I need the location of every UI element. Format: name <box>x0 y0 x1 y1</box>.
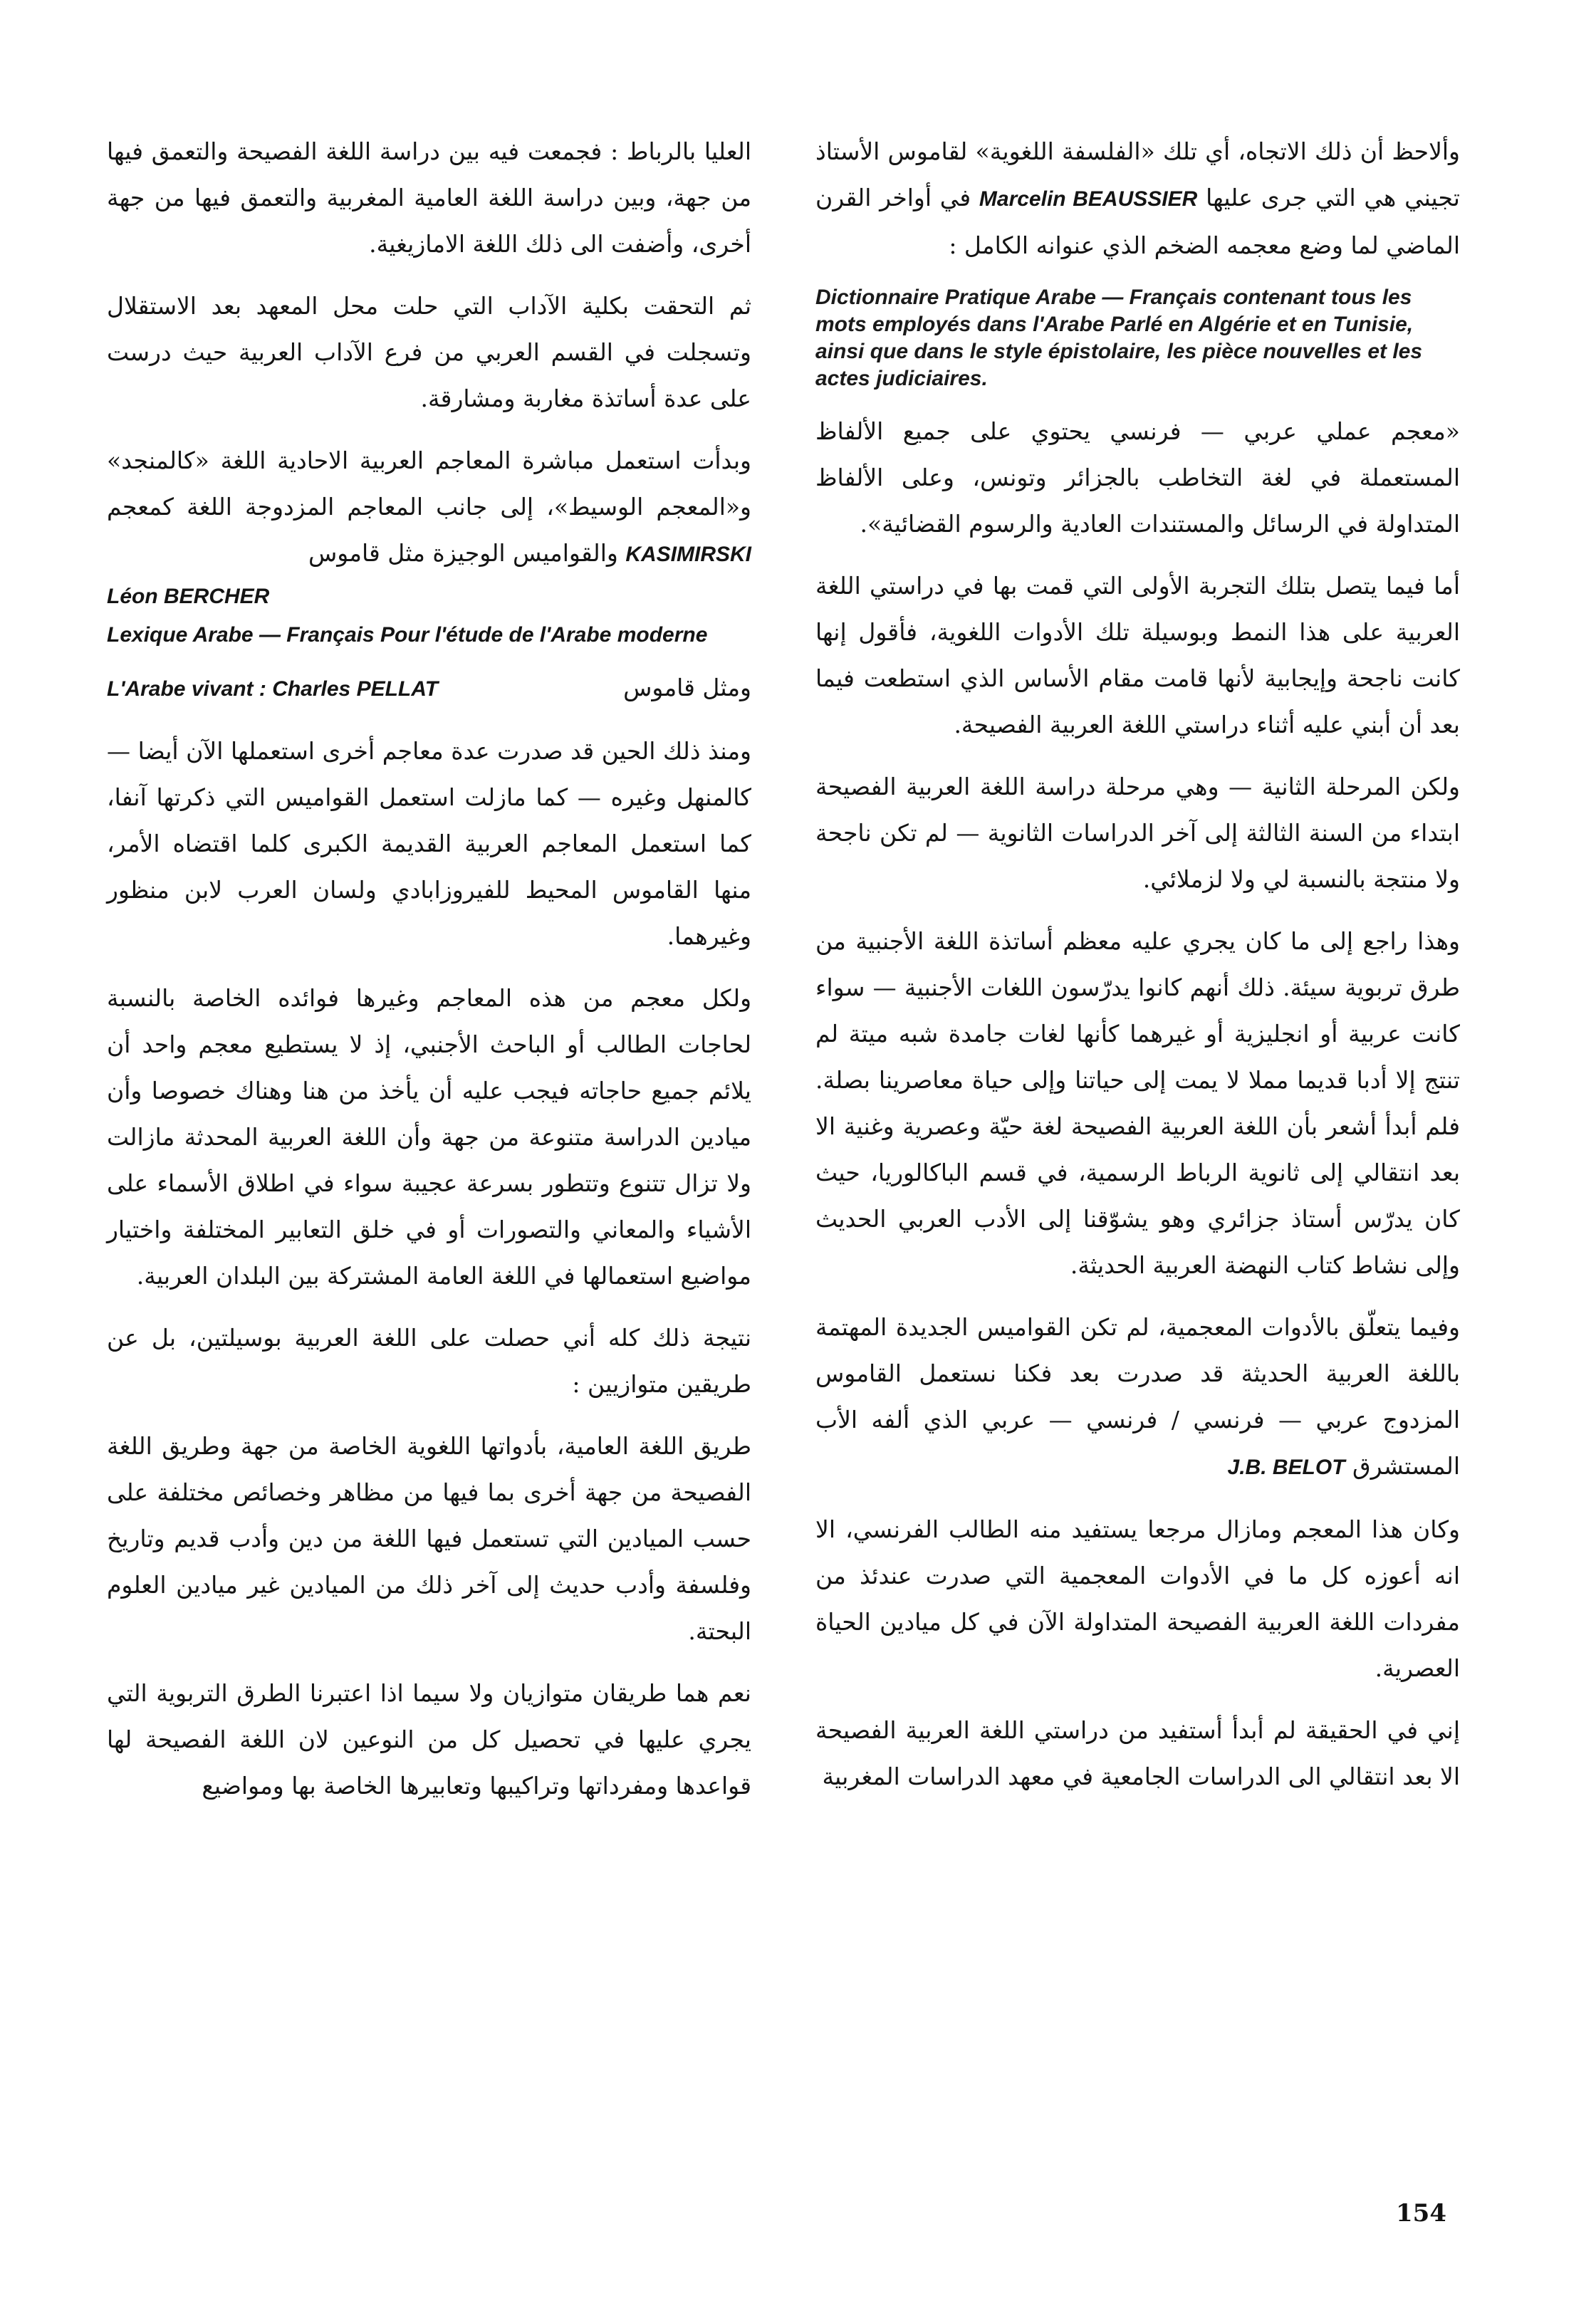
paragraph <box>107 437 751 578</box>
left-column <box>107 128 751 1824</box>
paragraph: أما فيما يتصل بتلك التجربة الأولى التي قمت بها في دراستي اللغة العربية على هذا النمط وبوسيلة تلك الأدوات اللغوية، فأقول إنها كانت ناجحة وإيجابية لأنها قامت مقام الأساس الذي استطعت فيما بعد أن أبني عليه أثناء دراستي اللغة العربية الفصيحة. <box>815 572 1460 738</box>
paragraph: ولكل معجم من هذه المعاجم وغيرها فوائده الخاصة بالنسبة لحاجات الطالب أو الباحث الأجنبي، إذ لا يستطيع معجم واحد أن يلائم جميع حاجاته فيجب عليه أن يأخذ من هنا وهناك خصوصا وأن ميادين الدراسة متنوعة من جهة وأن اللغة العربية المحدثة مازالت ولا تزال تتنوع وتتطور بسرعة عجيبة سواء في اطلاق الأسماء على الأشياء والمعاني والتصورات أو في خلق التعابير المختلفة واختيار مواضيع استعمالها في اللغة العامة المشتركة بين البلدان العربية. <box>107 984 751 1290</box>
page-number: 154 <box>1396 2199 1446 2228</box>
paragraph-text: وبدأت استعمل مباشرة المعاجم العربية الاحادية اللغة «كالمنجد» و«المعجم الوسيط»، إلى جانب المعاجم المزدوجة اللغة كمعجم <box>107 447 751 521</box>
paragraph: ثم التحقت بكلية الآداب التي حلت محل المعهد بعد الاستقلال وتسجلت في القسم العربي من فرع الآداب العربية حيث درست على عدة أساتذة مغاربة ومشارقة. <box>107 292 751 412</box>
paragraph: طريق اللغة العامية، بأدواتها اللغوية الخاصة من جهة وطريق اللغة الفصيحة من جهة أخرى بما فيها من مظاهر وخصائص مختلفة على حسب الميادين التي تستعمل فيها اللغة من دين وأدب قديم وتاريخ وفلسفة وأدب حديث إلى آخر ذلك من الميادين غير ميادين العلوم البحتة. <box>107 1432 751 1645</box>
pellat-title: L'Arabe vivant : Charles PELLAT <box>107 677 439 701</box>
french-dictionary-title: Dictionnaire Pratique Arabe — Français contenant tous les mots employés dans l'Arabe Parlé en Algérie et en Tunisie, ainsi que dans le style épistolaire, les pièce nouvelles et les actes judiciaires. <box>815 286 1423 390</box>
paragraph: إني في الحقيقة لم أبدأ أستفيد من دراستي اللغة العربية الفصيحة الا بعد انتقالي الى الدراسات الجامعية في معهد الدراسات المغربية <box>815 1716 1460 1790</box>
name-bercher: Léon BERCHER <box>107 585 270 608</box>
lexique-title: Lexique Arabe — Français Pour l'étude de l'Arabe moderne <box>107 623 708 647</box>
paragraph <box>815 1304 1460 1490</box>
paragraph: وهذا راجع إلى ما كان يجري عليه معظم أساتذة اللغة الأجنبية من طرق تربوية سيئة. ذلك أنهم كانوا يدرّسون اللغات الأجنبية — سواء كانت عربية أو انجليزية أو غيرهما كأنها لغات جامدة شبه ميتة لم تنتج إلا أدبا قديما مملا لا يمت إلى حياتنا وإلى حياة معاصرينا بصلة. فلم أبدأ أشعر بأن اللغة العربية الفصيحة لغة حيّة وعصرية وغنية الا بعد انتقالي إلى ثانوية الرباط الرسمية، في قسم الباكالوريا، حيث كان يدرّس أستاذ جزائري وهو يشوّقنا إلى الأدب العربي الحديث وإلى نشاط كتاب النهضة العربية الحديثة. <box>815 927 1460 1279</box>
right-column <box>815 128 1460 1815</box>
paragraph: «معجم عملي عربي — فرنسي يحتوي على جميع الألفاظ المستعملة في لغة التخاطب بالجزائر وتونس، وعلى الألفاظ المتداولة في الرسائل والمستندات العادية والرسوم القضائية». <box>815 417 1460 538</box>
paragraph: ومنذ ذلك الحين قد صدرت عدة معاجم أخرى استعملها الآن أيضا — كالمنهل وغيره — كما مازلت استعمل القواميس التي ذكرتها آنفا، كما استعمل المعاجم العربية القديمة الكبرى كلما اقتضاه الأمر، منها القاموس المحيط للفيروزابادي ولسان العرب لابن منظور وغيرهما. <box>107 737 751 950</box>
paragraph: وكان هذا المعجم ومازال مرجعا يستفيد منه الطالب الفرنسي، الا انه أعوزه كل ما في الأدوات المعجمية التي صدرت عندئذ من مفردات اللغة العربية الفصيحة المتداولة الآن في كل ميادين الحياة العصرية. <box>815 1515 1460 1682</box>
name-kasimirski: KASIMIRSKI <box>625 543 751 566</box>
paragraph <box>815 128 1460 268</box>
paragraph-text: والقواميس الوجيزة مثل قاموس <box>308 539 618 567</box>
pellat-label: ومثل قاموس <box>623 674 751 701</box>
paragraph-text: وفيما يتعلّق بالأدوات المعجمية، لم تكن القواميس الجديدة المهتمة باللغة العربية الحديثة قد صدرت بعد فكنا نستعمل القاموس المزدوج عربي — فرنسي / فرنسي — عربي الذي ألفه الأب المستشرق <box>815 1313 1460 1480</box>
pellat-line <box>107 664 751 712</box>
paragraph: نعم هما طريقان متوازيان ولا سيما اذا اعتبرنا الطرق التربوية التي يجري عليها في تحصيل كل من النوعين لان اللغة الفصيحة لها قواعدها ومفرداتها وتراكيبها وتعابيرها الخاصة بها ومواضيع <box>107 1679 751 1800</box>
paragraph: نتيجة ذلك كله أني حصلت على اللغة العربية بوسيلتين، بل عن طريقين متوازيين : <box>107 1324 751 1398</box>
paragraph: ولكن المرحلة الثانية — وهي مرحلة دراسة اللغة العربية الفصيحة ابتداء من السنة الثالثة إلى آخر الدراسات الثانوية — لم تكن ناجحة ولا منتجة بالنسبة لي ولا لزملائي. <box>815 773 1460 893</box>
paragraph: العليا بالرباط : فجمعت فيه بين دراسة اللغة الفصيحة والتعمق فيها من جهة، وبين دراسة اللغة العامية المغربية والتعمق فيها من جهة أخرى، وأضفت الى ذلك اللغة الامازيغية. <box>107 137 751 258</box>
paragraph-text: في أواخر القرن الماضي لما وضع معجمه الضخم الذي عنوانه الكامل : <box>815 184 1460 259</box>
name-belot: J.B. BELOT <box>1227 1456 1345 1479</box>
paragraph-text: وألاحظ أن ذلك الاتجاه، أي تلك «الفلسفة اللغوية» لقاموس الأستاذ تجيني هي التي جرى عليها <box>815 137 1460 212</box>
name-beaussier: Marcelin BEAUSSIER <box>979 187 1198 211</box>
